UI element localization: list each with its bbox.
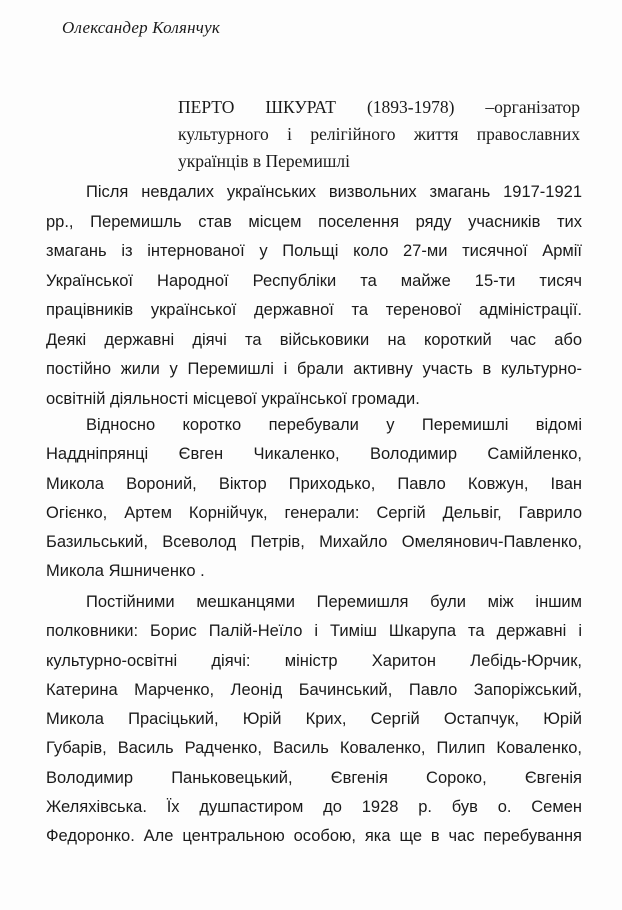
text-line: Наддніпрянці Євген Чикаленко, Володимир Самійленко,: [46, 445, 582, 464]
text-line: рр., Перемишль став місцем поселення ряду учасників тих: [46, 212, 582, 231]
paragraph-1: [46, 178, 582, 414]
text-line: Микола Яшниченко .: [46, 562, 205, 581]
paragraph-2: [46, 411, 582, 587]
paragraph-3: [46, 588, 582, 852]
article-title: [178, 94, 580, 175]
text-line: Української Народної Республіки та майже 15-ти тисяч: [46, 271, 582, 290]
text-line: працівників української державної та теренової адміністрації.: [46, 301, 582, 319]
text-line: постійно жили у Перемишлі і брали активну участь в культурно-: [46, 360, 582, 378]
text-line: Федоронко. Але центральною особою, яка ще в час перебування: [46, 827, 582, 846]
text-line: полковники: Борис Палій-Неїло і Тиміш Шкарупа та державні і: [46, 622, 582, 641]
text-line: Постійними мешканцями Перемишля були між іншим: [86, 593, 582, 611]
text-line: культурно-освітні діячі: міністр Харитон Лебідь-Юрчик,: [46, 651, 582, 670]
text-line: Катерина Марченко, Леонід Бачинський, Павло Запоріжський,: [46, 680, 582, 699]
title-line: ПЕРТО ШКУРАТ (1893-1978) –організатор: [178, 97, 580, 117]
text-line: Микола Прасіцький, Юрій Крих, Сергій Остапчук, Юрій: [46, 710, 582, 729]
text-line: Деякі державні діячі та військовики на короткий час або: [46, 330, 582, 349]
text-line: освітній діяльності місцевої української громади.: [46, 389, 420, 408]
text-line: Володимир Паньковецький, Євгенія Сороко, Євгенія: [46, 768, 582, 787]
text-line: Губарів, Василь Радченко, Василь Коваленко, Пилип Коваленко,: [46, 739, 582, 758]
text-line: Відносно коротко перебували у Перемишлі відомі: [86, 416, 582, 434]
title-line: культурного і релігійного життя православних: [178, 124, 580, 144]
text-line: Микола Вороний, Віктор Приходько, Павло Ковжун, Іван: [46, 474, 582, 493]
title-line: українців в Перемишлі: [178, 151, 350, 171]
text-line: Після невдалих українських визвольних змагань 1917-1921: [86, 183, 582, 201]
text-line: Огієнко, Артем Корнійчук, генерали: Сергій Дельвіг, Гаврило: [46, 503, 582, 522]
text-line: Желяхівська. Їх душпастиром до 1928 р. був о. Семен: [46, 798, 582, 817]
text-line: змагань із інтернованої у Польщі коло 27-ми тисячної Армії: [46, 242, 582, 260]
text-line: Базильський, Всеволод Петрів, Михайло Омелянович-Павленко,: [46, 533, 582, 552]
author-name: Олександер Колянчук: [62, 18, 220, 37]
